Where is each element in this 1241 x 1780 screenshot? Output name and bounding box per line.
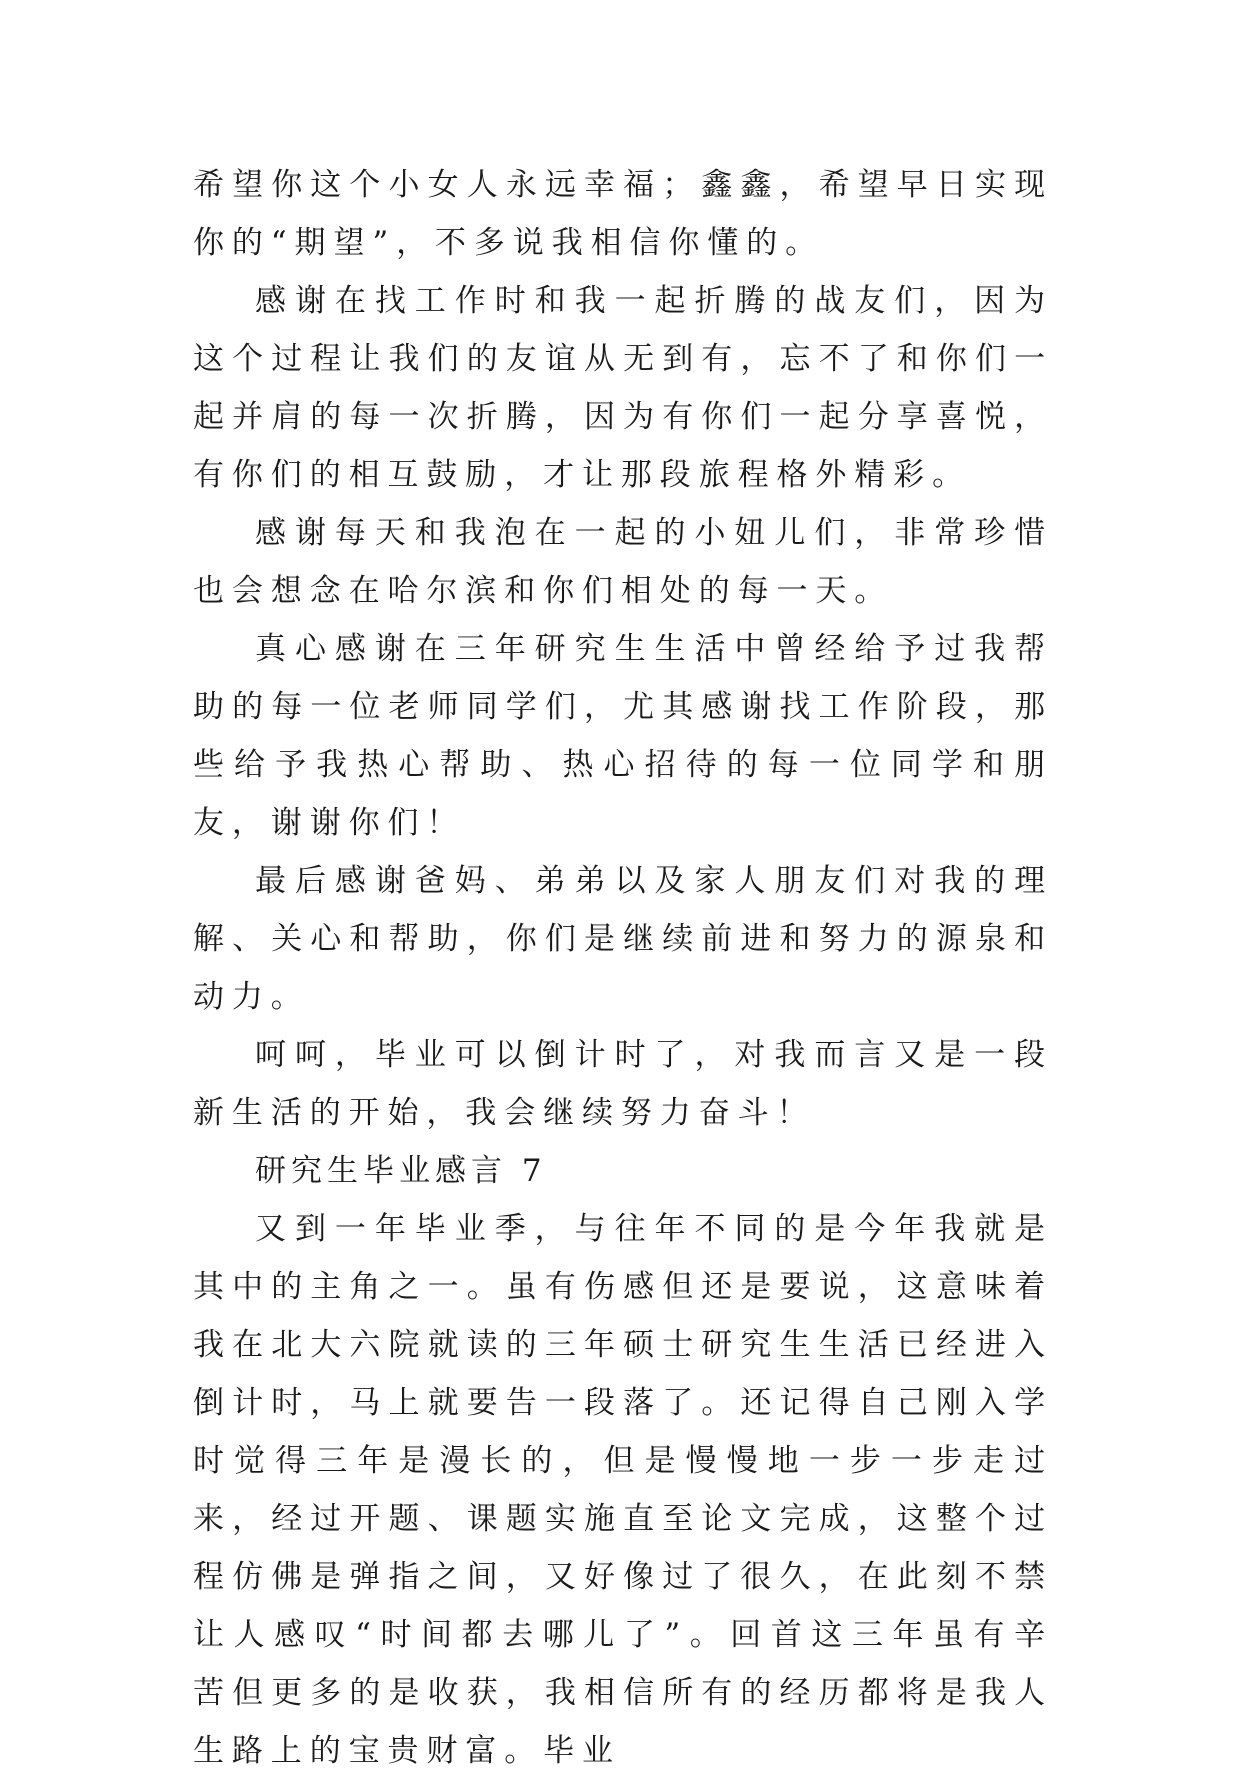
paragraph-section-body: 又到一年毕业季，与往年不同的是今年我就是其中的主角之一。虽有伤感但还是要说，这意味着我在北大六院就读的三年硕士研究生生活已经进入倒计时，马上就要告一段落了。还记得自己刚入学时觉得三年是漫长的，但是慢慢地一步一步走过来，经过开题、课题实施直至论文完成，这整个过程仿佛是弹指之间，又好像过了很久，在此刻不禁让人感叹“时间都去哪儿了”。回首这三年虽有辛苦但更多的是收获，我相信所有的经历都将是我人生路上的宝贵财富。毕业: [193, 1211, 1053, 1769]
paragraph-thanks-job-friends: 感谢在找工作时和我一起折腾的战友们，因为这个过程让我们的友谊从无到有，忘不了和你们一起并肩的每一次折腾，因为有你们一起分享喜悦，有你们的相互鼓励，才让那段旅程格外精彩。: [193, 283, 1053, 493]
paragraph-continued: 希望你这个小女人永远幸福；鑫鑫，希望早日实现你的“期望”，不多说我相信你懂的。: [193, 167, 1053, 261]
paragraph-thanks-teachers: 真心感谢在三年研究生生活中曾经给予过我帮助的每一位老师同学们，尤其感谢找工作阶段，那些给予我热心帮助、热心招待的每一位同学和朋友，谢谢你们！: [193, 631, 1053, 841]
paragraph-thanks-roommates: 感谢每天和我泡在一起的小妞儿们，非常珍惜也会想念在哈尔滨和你们相处的每一天。: [193, 515, 1053, 609]
paragraph-countdown: 呵呵，毕业可以倒计时了，对我而言又是一段新生活的开始，我会继续努力奋斗！: [193, 1037, 1053, 1131]
document-body: [193, 156, 1053, 1780]
section-heading: 研究生毕业感言 7: [255, 1153, 547, 1189]
paragraph-thanks-family: 最后感谢爸妈、弟弟以及家人朋友们对我的理解、关心和帮助，你们是继续前进和努力的源泉和动力。: [193, 863, 1053, 1015]
